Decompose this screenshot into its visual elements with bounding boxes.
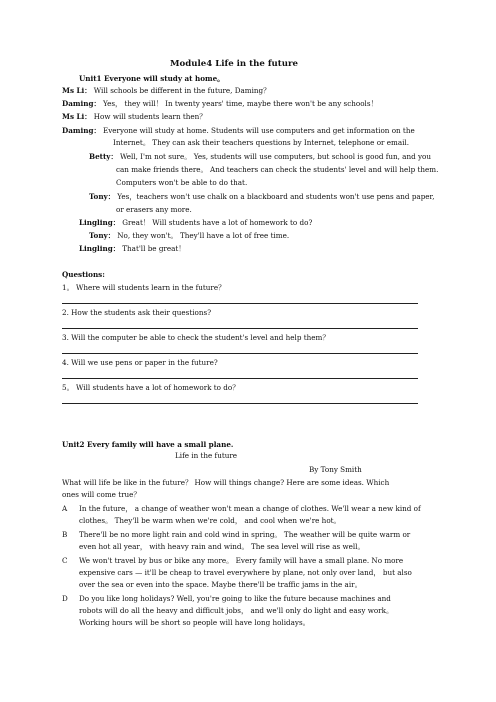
paragraph-label: D bbox=[62, 594, 68, 603]
dialogue-line bbox=[89, 231, 289, 240]
line-text: or erasers any more. bbox=[116, 205, 192, 214]
dialogue-line bbox=[89, 192, 435, 201]
line-text: Yes， they will！ In twenty years' time, maybe there won't be any schools！ bbox=[102, 99, 378, 108]
line-text: Great！ Will students have a lot of homework to do? bbox=[122, 218, 313, 227]
line-text: Well, I'm not sure。 Yes, students will use computers, but school is good fun, and you bbox=[119, 152, 432, 161]
speaker: Lingling： bbox=[79, 218, 120, 227]
module-title: Module4 Life in the future bbox=[170, 59, 299, 69]
questions-heading: Questions: bbox=[62, 270, 105, 279]
paragraph-line: robots will do all the heavy and difficult jobs， and we'll only do light and easy work。 bbox=[79, 606, 394, 615]
answer-line bbox=[62, 303, 418, 304]
dialogue-line bbox=[79, 218, 312, 227]
unit1-heading: Unit1 Everyone will study at home。 bbox=[79, 74, 225, 83]
line-text: Everyone will study at home. Students will use computers and get information on the bbox=[102, 126, 415, 135]
speaker: Tony： bbox=[89, 192, 115, 201]
intro-line: What will life be like in the future？ How will things change? Here are some ideas. Which bbox=[62, 478, 390, 487]
answer-line bbox=[62, 353, 418, 354]
dialogue-line bbox=[79, 244, 185, 253]
speaker: Tony： bbox=[89, 231, 115, 240]
answer-line bbox=[62, 378, 418, 379]
question-item: 4. Will we use pens or paper in the future? bbox=[62, 358, 218, 367]
paragraph-line: In the future， a change of weather won't mean a change of clothes. We'll wear a new kind of bbox=[79, 504, 421, 513]
paragraph-line: expensive cars — it'll be cheap to travel everywhere by plane, not only over land， but also bbox=[79, 568, 412, 577]
paragraph-line: We won't travel by bus or bike any more。 Every family will have a small plane. No more bbox=[79, 556, 404, 565]
line-text: Computers won't be able to do that. bbox=[116, 178, 248, 187]
answer-line bbox=[62, 403, 418, 404]
paragraph-label: B bbox=[62, 530, 68, 539]
paragraph-line: Working hours will be short so people will have long holidays。 bbox=[79, 618, 310, 627]
line-text: can make friends there。 And teachers can check the students' level and will help them. bbox=[116, 165, 439, 174]
paragraph-label: C bbox=[62, 556, 68, 565]
byline: By Tony Smith bbox=[309, 465, 362, 474]
line-text: Yes，teachers won't use chalk on a blackboard and students won't use pens and paper, bbox=[117, 192, 435, 201]
dialogue-line bbox=[89, 152, 431, 161]
dialogue-line bbox=[62, 126, 415, 135]
paragraph-line: clothes。 They'll be warm when we're cold， and cool when we're hot。 bbox=[79, 516, 341, 525]
line-text: How will students learn then？ bbox=[93, 112, 207, 121]
article-title: Life in the future bbox=[175, 451, 238, 460]
dialogue-line bbox=[62, 112, 206, 121]
paragraph-line: Do you like long holidays? Well, you're going to like the future because machines and bbox=[79, 594, 391, 603]
speaker: Daming： bbox=[62, 99, 101, 108]
question-item: 5。 Will students have a lot of homework to do？ bbox=[62, 383, 240, 392]
speaker: Lingling： bbox=[79, 244, 120, 253]
speaker: Daming： bbox=[62, 126, 101, 135]
dialogue-line bbox=[62, 86, 270, 95]
line-text: That'll be great！ bbox=[122, 244, 186, 253]
speaker: Ms Li： bbox=[62, 112, 92, 121]
paragraph-line: even hot all year， with heavy rain and wind。 The sea level will rise as well。 bbox=[79, 542, 365, 551]
answer-line bbox=[62, 328, 418, 329]
question-item: 1。 Where will students learn in the future？ bbox=[62, 283, 226, 292]
question-item: 3. Will the computer be able to check the student's level and help them？ bbox=[62, 333, 330, 342]
dialogue-line bbox=[62, 99, 378, 108]
speaker: Betty： bbox=[89, 152, 118, 161]
paragraph-line: over the sea or even into the space. Maybe there'll be traffic jams in the air。 bbox=[79, 580, 362, 589]
question-item: 2. How the students ask their questions? bbox=[62, 308, 212, 317]
line-text: Internet。 They can ask their teachers questions by Internet, telephone or email. bbox=[113, 138, 410, 147]
line-text: No, they won't。 They'll have a lot of free time. bbox=[117, 231, 290, 240]
unit2-heading: Unit2 Every family will have a small plane. bbox=[62, 440, 234, 449]
speaker: Ms Li： bbox=[62, 86, 92, 95]
paragraph-line: There'll be no more light rain and cold wind in spring。 The weather will be quite warm or bbox=[79, 530, 411, 539]
intro-line: ones will come true？ bbox=[62, 490, 141, 499]
line-text: Will schools be different in the future, Daming？ bbox=[93, 86, 271, 95]
paragraph-label: A bbox=[62, 504, 68, 513]
